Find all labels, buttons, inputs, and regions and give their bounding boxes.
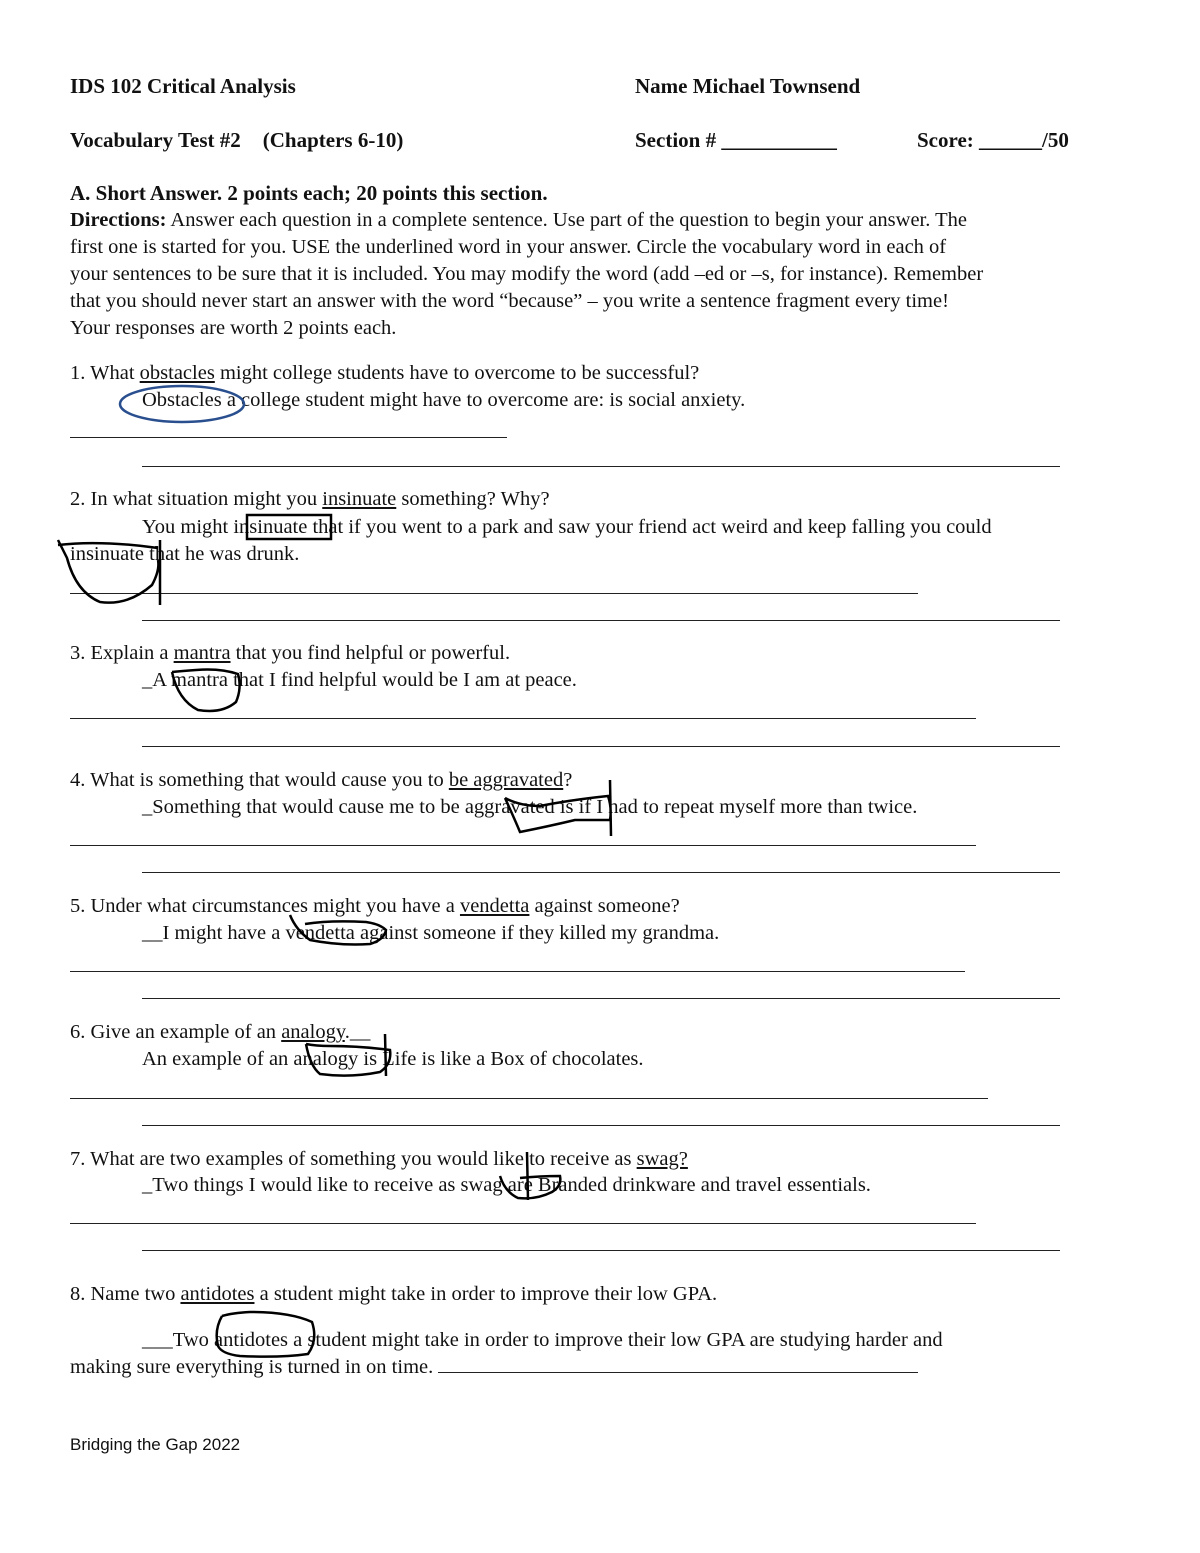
question-4-text-post: ? bbox=[563, 769, 573, 791]
question-7-text-pre: 7. What are two examples of something you would like to receive as bbox=[70, 1148, 637, 1170]
circle-mark-aggravated bbox=[505, 780, 611, 836]
question-4-text-pre: 4. What is something that would cause you to bbox=[70, 769, 449, 791]
section-a-title: A. Short Answer. 2 points each; 20 points this section. bbox=[70, 181, 548, 205]
question-6-vocab-word: analogy bbox=[281, 1021, 345, 1043]
question-5-text-post: against someone? bbox=[529, 895, 680, 917]
answer-7[interactable]: _Two things I would like to receive as swag are Branded drinkware and travel essentials. bbox=[142, 1174, 871, 1196]
circle-mark-antidotes bbox=[217, 1312, 315, 1357]
question-8-text-pre: 8. Name two bbox=[70, 1283, 181, 1305]
question-2-text-post: something? Why? bbox=[396, 488, 550, 510]
answer-6[interactable]: An example of an analogy is Life is like a Box of chocolates. bbox=[142, 1048, 644, 1070]
chapters-range: (Chapters 6-10) bbox=[262, 128, 404, 152]
student-name: Name Michael Townsend bbox=[635, 74, 861, 98]
question-1-text-post: might college students have to overcome to be successful? bbox=[214, 362, 700, 384]
directions-line-5: Your responses are worth 2 points each. bbox=[70, 317, 397, 339]
circle-mark-obstacles bbox=[120, 386, 244, 422]
question-5-vocab-word: vendetta bbox=[459, 895, 530, 917]
answer-3[interactable]: _A mantra that I find helpful would be I am at peace. bbox=[142, 669, 577, 691]
question-3-text-pre: 3. Explain a bbox=[70, 642, 174, 664]
directions-line-2: first one is started for you. USE the underlined word in your answer. Circle the vocabulary word in each of bbox=[70, 236, 947, 258]
section-number-field[interactable]: Section # ___________ bbox=[635, 128, 837, 152]
directions-line-4: that you should never start an answer with the word “because” – you write a sentence fragment every time! bbox=[70, 290, 949, 312]
circle-mark-mantra bbox=[172, 670, 240, 712]
answer-8-line-2-text: making sure everything is turned in on time. bbox=[70, 1356, 439, 1378]
question-6-text-post: .__ bbox=[344, 1021, 371, 1043]
directions-label: Directions: bbox=[70, 209, 167, 231]
circle-mark-swag bbox=[500, 1152, 560, 1200]
question-6-text-pre: 6. Give an example of an bbox=[70, 1021, 282, 1043]
circle-mark-vendetta bbox=[290, 915, 386, 945]
question-1-vocab-word: obstacles bbox=[139, 362, 215, 384]
answer-4[interactable]: _Something that would cause me to be aggravated is if I had to repeat myself more than twice. bbox=[142, 796, 918, 818]
question-8-text-post: a student might take in order to improve their low GPA. bbox=[254, 1283, 718, 1305]
answer-1[interactable]: Obstacles a college student might have to overcome are: is social anxiety. bbox=[142, 389, 746, 411]
question-5-text-pre: 5. Under what circumstances might you have a bbox=[70, 895, 460, 917]
circle-mark-analogy bbox=[306, 1034, 390, 1076]
directions-line-3: your sentences to be sure that it is included. You may modify the word (add –ed or –s, for instance). Remember bbox=[70, 263, 984, 285]
test-title-text: Vocabulary Test #2 bbox=[70, 128, 241, 152]
question-4-vocab-word: be aggravated bbox=[448, 769, 564, 791]
answer-2-line-1[interactable]: You might insinuate that if you went to a park and saw your friend act weird and keep falling you could bbox=[142, 516, 992, 538]
question-3-vocab-word: mantra bbox=[173, 642, 231, 664]
circle-mark-insinuate bbox=[247, 515, 331, 539]
question-1-text-pre: 1. What bbox=[70, 362, 140, 384]
question-2-text-pre: 2. In what situation might you bbox=[70, 488, 323, 510]
question-3-text-post: that you find helpful or powerful. bbox=[230, 642, 511, 664]
answer-5[interactable]: __I might have a vendetta against someone if they killed my grandma. bbox=[142, 922, 720, 944]
question-7-vocab-word: swag? bbox=[636, 1148, 688, 1170]
score-field[interactable]: Score: ______/50 bbox=[917, 128, 1069, 152]
answer-2-line-2[interactable]: insinuate that he was drunk. bbox=[70, 543, 300, 565]
question-2-vocab-word: insinuate bbox=[322, 488, 397, 510]
answer-8-line-1[interactable]: ___Two antidotes a student might take in order to improve their low GPA are studying harder and bbox=[142, 1329, 943, 1351]
course-title: IDS 102 Critical Analysis bbox=[70, 74, 296, 98]
question-8-vocab-word: antidotes bbox=[180, 1283, 255, 1305]
circle-mark-insinuate-2 bbox=[58, 540, 160, 605]
directions-text-1: Answer each question in a complete sentence. Use part of the question to begin your answer. The bbox=[166, 209, 968, 231]
footer-text: Bridging the Gap 2022 bbox=[70, 1435, 241, 1454]
